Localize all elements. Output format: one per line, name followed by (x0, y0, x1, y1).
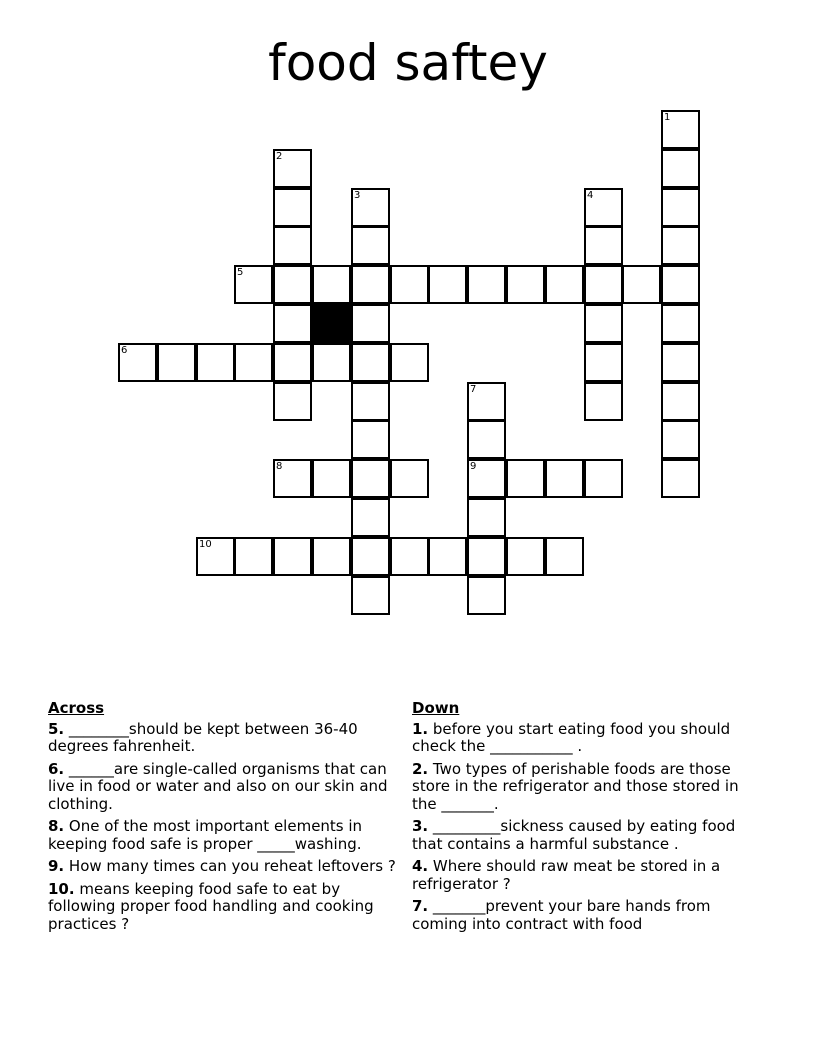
crossword-cell[interactable] (584, 343, 623, 382)
clue-number: 7. (412, 897, 429, 915)
crossword-cell[interactable] (273, 149, 312, 188)
crossword-cell[interactable] (584, 226, 623, 265)
clue-number: 2. (412, 759, 429, 778)
clue-text: before you start eating food you should check the ___________ . (412, 719, 731, 755)
clue-down-1 (412, 721, 762, 756)
crossword-cell[interactable] (661, 459, 700, 498)
cell-number: 9 (470, 461, 477, 472)
clue-number: 9. (48, 857, 65, 875)
crossword-cell[interactable] (428, 537, 467, 576)
crossword-cell[interactable] (467, 576, 506, 615)
crossword-cell[interactable] (312, 537, 351, 576)
cell-number: 10 (199, 539, 212, 550)
clue-down-2 (412, 761, 762, 814)
clue-across-10 (48, 881, 398, 934)
crossword-cell[interactable] (273, 343, 312, 382)
crossword-cell[interactable] (196, 537, 235, 576)
clue-down-4 (412, 858, 762, 893)
cell-number: 6 (121, 345, 128, 356)
clue-number: 8. (48, 817, 65, 835)
clue-across-9 (48, 858, 398, 876)
crossword-cell[interactable] (273, 382, 312, 421)
clue-across-5 (48, 721, 398, 756)
crossword-cell[interactable] (312, 459, 351, 498)
crossword-cell[interactable] (312, 343, 351, 382)
cell-number: 7 (470, 384, 477, 395)
clue-number: 1. (412, 719, 429, 738)
cell-number: 5 (237, 267, 244, 278)
across-heading: Across (48, 699, 105, 717)
crossword-cell[interactable] (273, 459, 312, 498)
crossword-cell[interactable] (467, 265, 506, 304)
clue-text: ______are single-called organisms that can live in food or water and also on our skin and clothing. (48, 759, 388, 813)
clue-text: Two types of perishable foods are those store in the refrigerator and those stored in the _______. (412, 759, 739, 813)
crossword-cell[interactable] (506, 459, 545, 498)
clue-number: 10. (48, 879, 75, 898)
cell-number: 4 (587, 190, 594, 201)
crossword-cell[interactable] (467, 537, 506, 576)
crossword-cell[interactable] (661, 110, 700, 149)
crossword-cell[interactable] (584, 304, 623, 343)
crossword-cell[interactable] (661, 265, 700, 304)
crossword-cell[interactable] (273, 188, 312, 227)
crossword-cell[interactable] (157, 343, 196, 382)
clue-number: 5. (48, 719, 65, 738)
crossword-cell[interactable] (390, 459, 429, 498)
crossword-cell[interactable] (661, 382, 700, 421)
cell-number: 3 (354, 190, 361, 201)
crossword-cell[interactable] (351, 537, 390, 576)
clue-number: 4. (412, 857, 429, 875)
crossword-cell[interactable] (390, 265, 429, 304)
crossword-cell[interactable] (351, 226, 390, 265)
crossword-cell[interactable] (118, 343, 157, 382)
crossword-cell[interactable] (467, 498, 506, 537)
clue-text: _______prevent your bare hands from coming into contract with food (412, 897, 711, 933)
crossword-black-cell (312, 304, 351, 343)
crossword-cell[interactable] (661, 420, 700, 459)
crossword-cell[interactable] (661, 304, 700, 343)
crossword-cell[interactable] (234, 265, 273, 304)
clue-number: 6. (48, 759, 65, 778)
clue-across-8 (48, 818, 398, 853)
clue-text: Where should raw meat be stored in a refrigerator ? (412, 857, 721, 893)
clue-text: _________sickness caused by eating food that contains a harmful substance . (412, 817, 736, 853)
crossword-cell[interactable] (661, 226, 700, 265)
clue-text: How many times can you reheat leftovers ? (64, 857, 396, 875)
crossword-cell[interactable] (351, 576, 390, 615)
crossword-cell[interactable] (545, 265, 584, 304)
crossword-cell[interactable] (467, 382, 506, 421)
crossword-cell[interactable] (273, 226, 312, 265)
crossword-cell[interactable] (584, 188, 623, 227)
crossword-cell[interactable] (506, 265, 545, 304)
crossword-cell[interactable] (351, 265, 390, 304)
crossword-cell[interactable] (467, 459, 506, 498)
clue-number: 3. (412, 817, 429, 835)
crossword-cell[interactable] (196, 343, 235, 382)
clue-down-7 (412, 898, 762, 933)
crossword-cell[interactable] (661, 149, 700, 188)
crossword-cell[interactable] (234, 343, 273, 382)
crossword-cell[interactable] (545, 459, 584, 498)
crossword-cell[interactable] (351, 343, 390, 382)
down-heading: Down (412, 699, 460, 717)
clue-text: means keeping food safe to eat by following proper food handling and cooking practices ? (48, 879, 374, 933)
crossword-cell[interactable] (584, 382, 623, 421)
cell-number: 8 (276, 461, 283, 472)
crossword-cell[interactable] (273, 537, 312, 576)
crossword-cell[interactable] (584, 459, 623, 498)
crossword-cell[interactable] (351, 382, 390, 421)
clue-down-3 (412, 818, 762, 853)
crossword-cell[interactable] (506, 537, 545, 576)
clue-across-6 (48, 761, 398, 814)
cell-number: 1 (664, 112, 671, 123)
crossword-cell[interactable] (351, 420, 390, 459)
crossword-cell[interactable] (545, 537, 584, 576)
cell-number: 2 (276, 151, 283, 162)
page-title: food saftey (268, 34, 548, 92)
across-clues (48, 700, 398, 938)
crossword-cell[interactable] (661, 188, 700, 227)
crossword-cell[interactable] (273, 304, 312, 343)
crossword-cell[interactable] (467, 420, 506, 459)
crossword-cell[interactable] (312, 265, 351, 304)
crossword-cell[interactable] (390, 537, 429, 576)
crossword-cell[interactable] (234, 537, 273, 576)
crossword-cell[interactable] (584, 265, 623, 304)
crossword-cell[interactable] (622, 265, 661, 304)
crossword-cell[interactable] (428, 265, 467, 304)
clue-text: One of the most important elements in keeping food safe is proper _____washing. (48, 817, 363, 853)
crossword-cell[interactable] (351, 498, 390, 537)
clue-text: ________should be kept between 36-40 degrees fahrenheit. (48, 719, 358, 755)
down-clues (412, 700, 762, 938)
crossword-cell[interactable] (351, 459, 390, 498)
crossword-cell[interactable] (273, 265, 312, 304)
crossword-cell[interactable] (661, 343, 700, 382)
crossword-cell[interactable] (351, 304, 390, 343)
crossword-cell[interactable] (351, 188, 390, 227)
crossword-cell[interactable] (390, 343, 429, 382)
